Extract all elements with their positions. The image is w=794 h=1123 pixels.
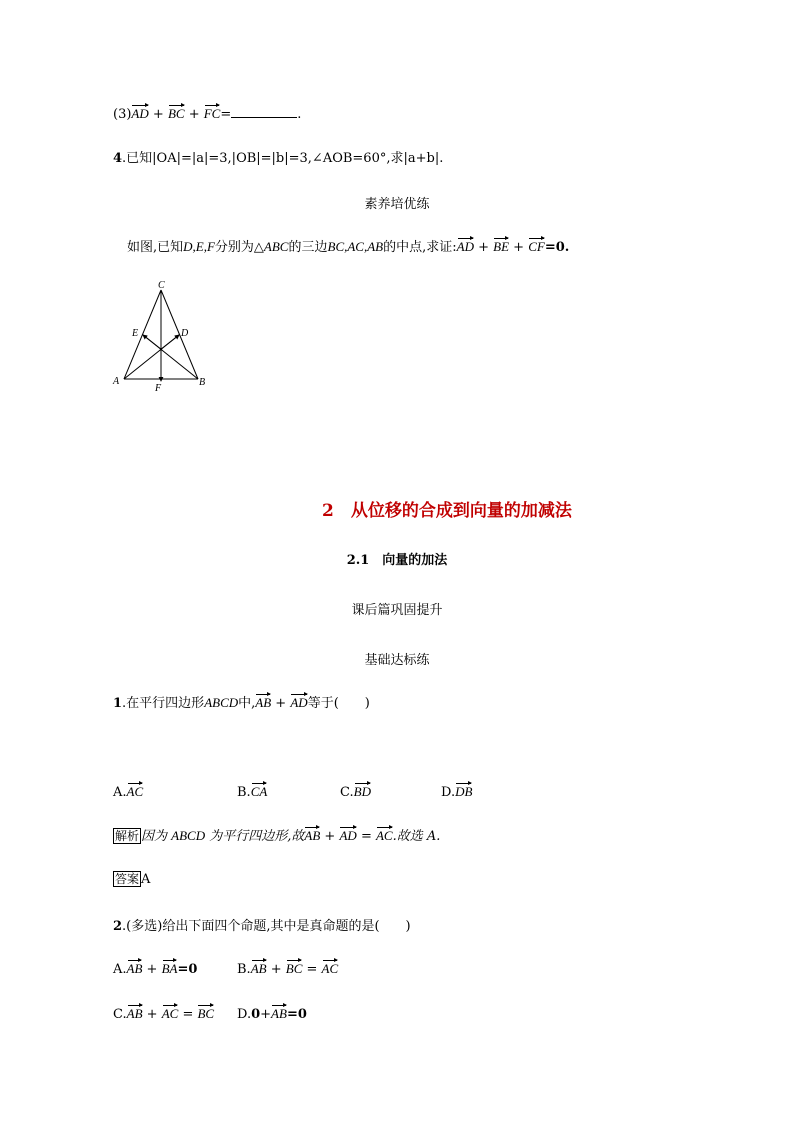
vector-ad: AD — [131, 103, 148, 122]
label-d: D — [181, 328, 189, 339]
question-3-part: (3)AD + BC + FC= . — [113, 103, 301, 122]
proof-question: 如图,已知D,E,F分别为△ABC的三边BC,AC,AB的中点,求证:AD + BE + CF=0. — [127, 236, 569, 255]
vector-cf: CF — [528, 236, 545, 255]
q2-option-b: B.AB + BC = AC — [237, 958, 338, 977]
section-heading-basic: 基础达标练 — [364, 653, 430, 668]
question-text: .已知|OA|=|a|=3,|OB|=|b|=3,∠AOB=60°,求|a+b|. — [122, 151, 444, 166]
q2-option-a: A.AB + BA=0 — [113, 958, 197, 977]
vector-fc: FC — [204, 103, 221, 122]
vector-ad: AD — [457, 236, 474, 255]
arrow-be — [143, 335, 162, 350]
label-a: A — [113, 376, 120, 387]
vector-be: BE — [493, 236, 509, 255]
vector-bc: BC — [168, 103, 185, 122]
q2-option-d: D.0+AB=0 — [237, 1003, 307, 1022]
chapter-title: 2 从位移的合成到向量的加减法 — [322, 501, 572, 521]
q2-option-c: C.AB + AC = BC — [113, 1003, 214, 1022]
subtitle: 课后篇巩固提升 — [351, 603, 443, 618]
analysis-tag: 解析 — [115, 829, 140, 843]
question-4 — [113, 147, 443, 166]
analysis-line: 解析 因为 ABCD 为平行四边形,故AB + AD = AC.故选 A. — [113, 825, 440, 844]
triangle-figure — [110, 278, 215, 396]
vector-ad: AD — [290, 692, 307, 711]
question-2 — [113, 915, 411, 934]
part-number: (3) — [113, 107, 132, 122]
option-b: B.CA — [237, 781, 267, 800]
answer-blank — [231, 105, 297, 118]
arrow-ad — [160, 335, 179, 350]
question-number: 4 — [113, 151, 123, 166]
label-f: F — [155, 383, 162, 394]
option-d: D.DB — [441, 781, 472, 800]
vector-ab: AB — [255, 692, 271, 711]
answer-line — [113, 870, 150, 887]
question-number: 2 — [113, 919, 123, 934]
option-c: C.BD — [340, 781, 371, 800]
label-e: E — [132, 328, 139, 339]
label-b: B — [199, 377, 206, 388]
option-a: A.AC — [113, 781, 143, 800]
answer-tag: 答案 — [115, 872, 140, 886]
label-c: C — [158, 280, 165, 291]
section-heading-improve: 素养培优练 — [364, 197, 430, 212]
question-1: 1.在平行四边形ABCD中,AB + AD等于( ) — [113, 692, 370, 711]
question-number: 1 — [113, 696, 123, 711]
question-text: .(多选)给出下面四个命题,其中是真命题的是( ) — [122, 919, 411, 934]
answer-value: A — [141, 872, 151, 887]
section-title: 2.1 向量的加法 — [346, 553, 448, 568]
